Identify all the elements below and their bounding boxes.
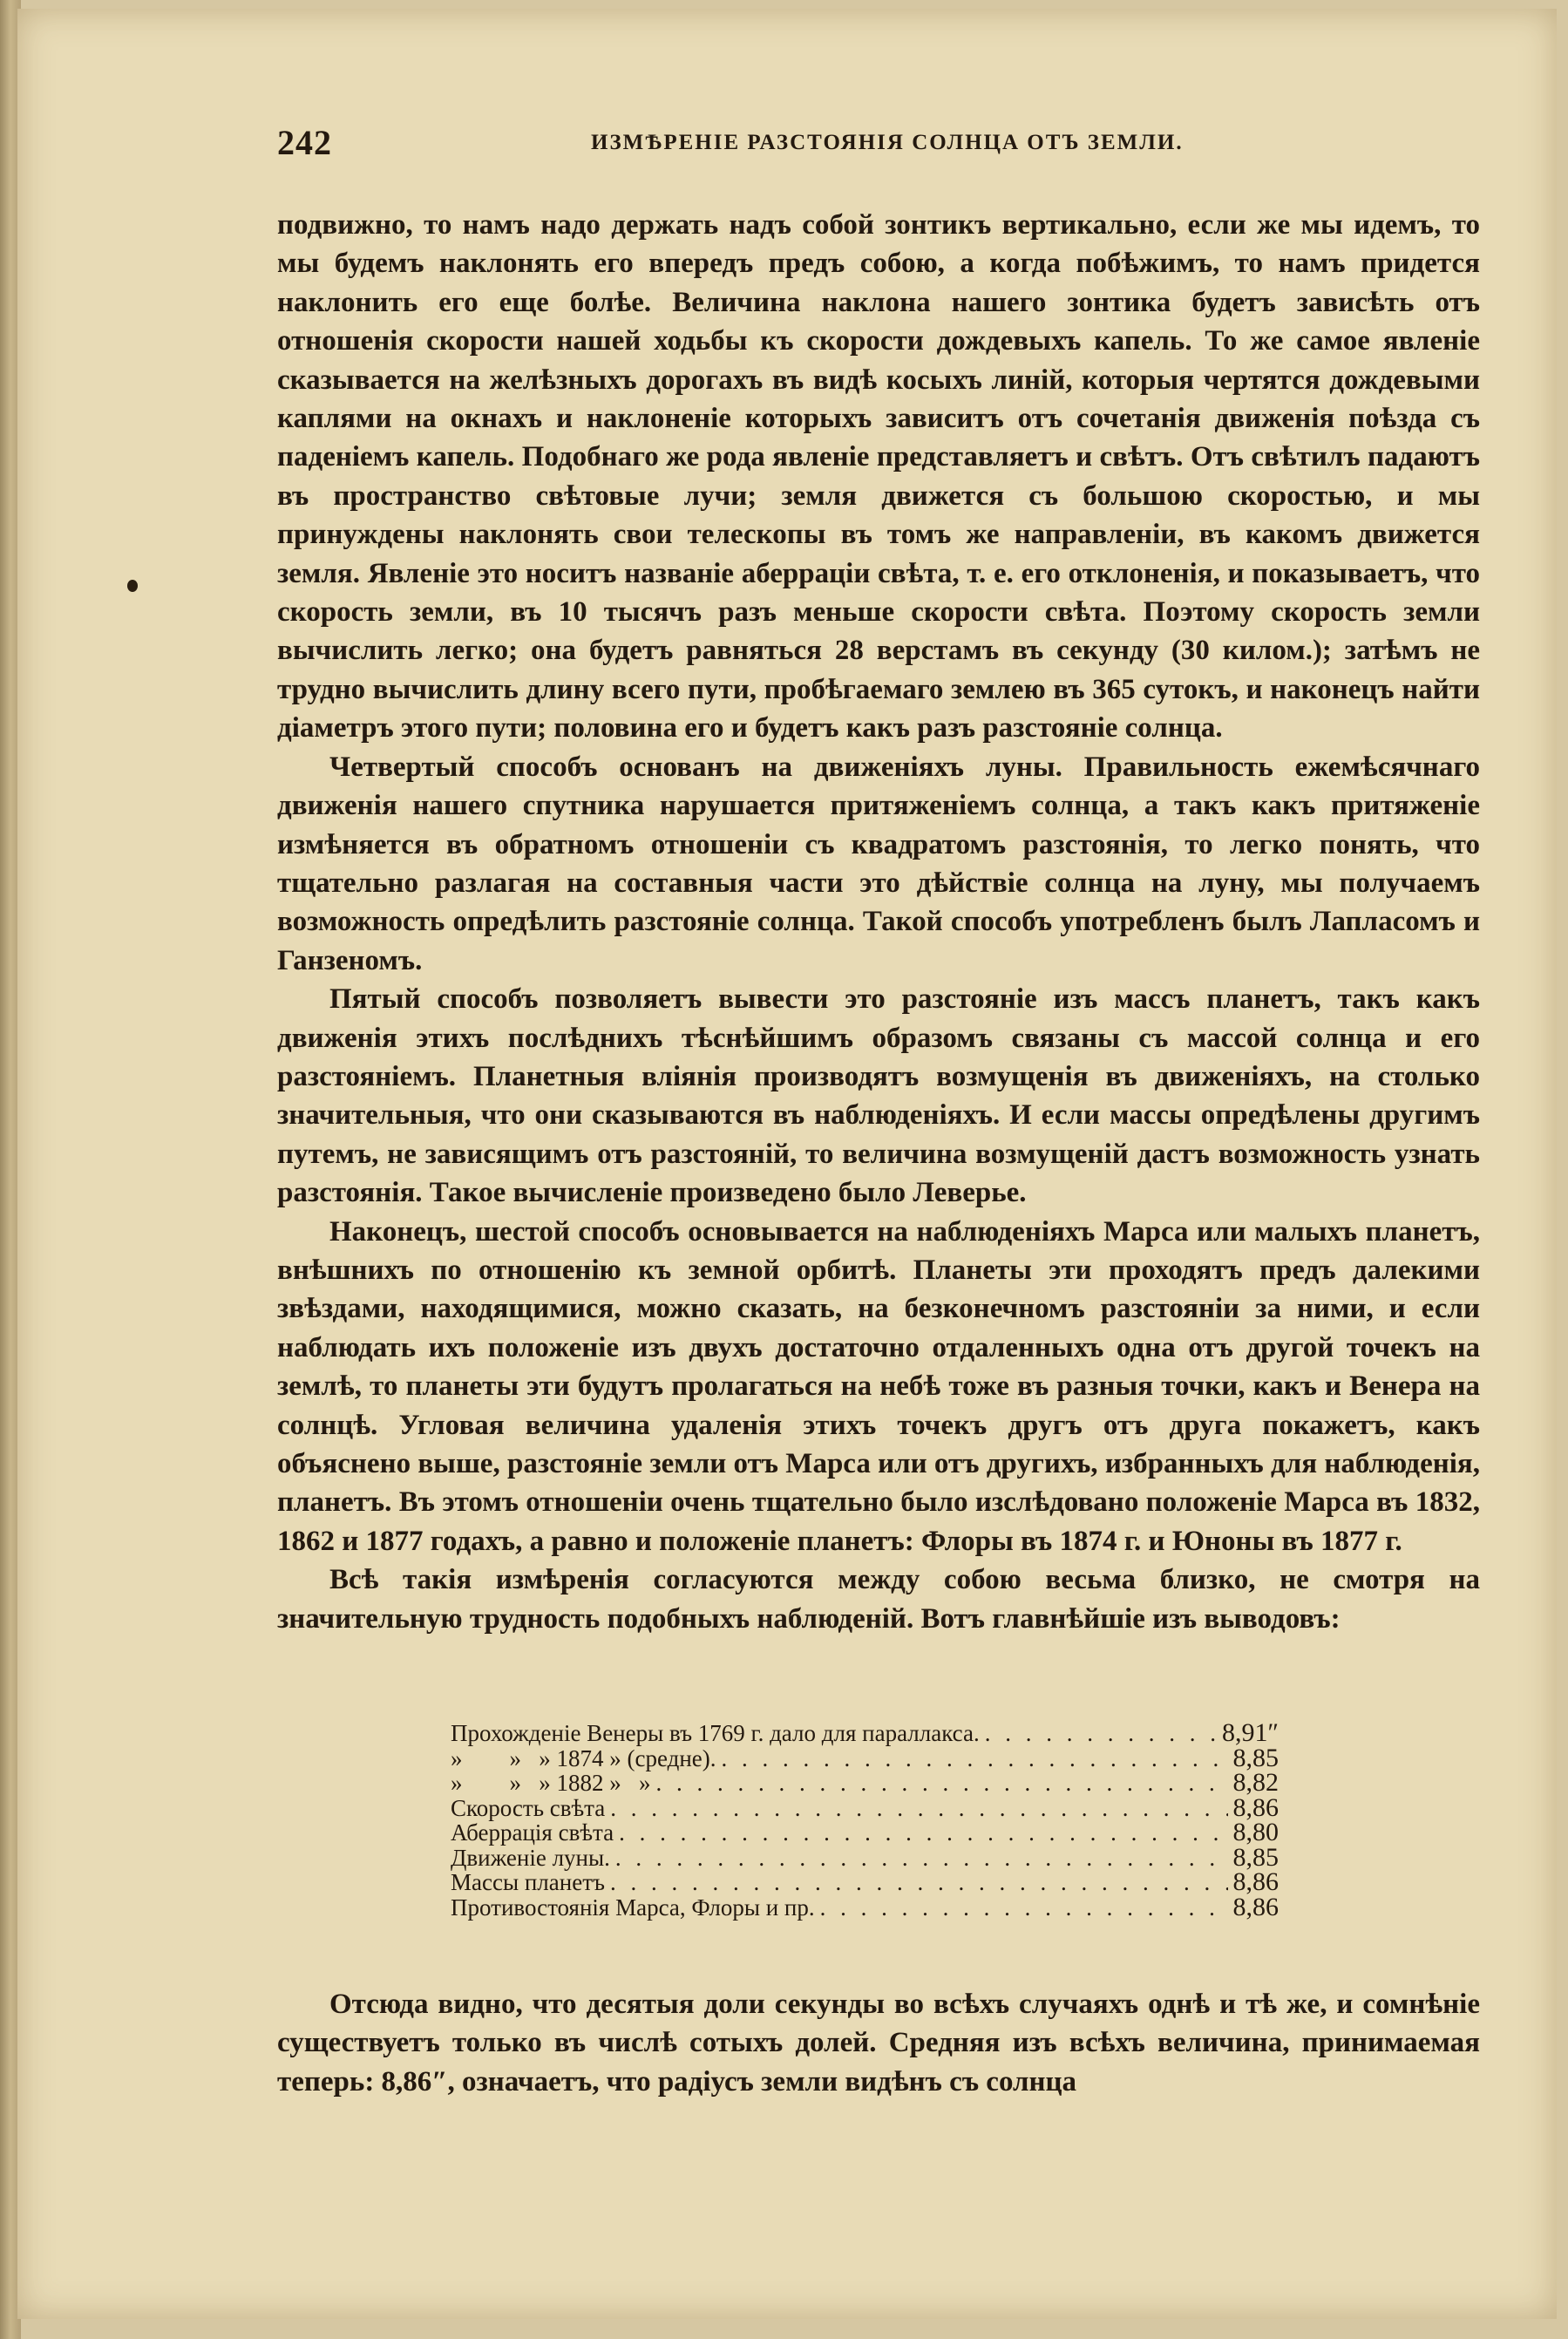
leader-dots	[610, 1871, 1228, 1895]
ink-dot	[127, 580, 138, 592]
paragraph-fourth-method: Четвертый способъ основанъ на движеніяхъ луны. Правильность ежемѣсячнаго движенія нашего спутника нарушается притяженіемъ солнца, а такъ какъ притяженіе измѣняется въ обратномъ отношеніи съ квадратомъ разстоянія, то легко понять, что тщательно разлагая на составныя части это дѣйствіе солнца на луну, мы получаемъ возможность опредѣлить разстояніе солнца. Такой способъ употребленъ былъ Лапласомъ и Ганзеномъ.	[277, 751, 1480, 976]
row-label: Массы планетъ	[451, 1869, 605, 1895]
paragraph-closing: Отсюда видно, что десятыя доли секунды во всѣхъ случаяхъ однѣ и тѣ же, и сомнѣніе существуетъ только въ числѣ сотыхъ долей. Средняя изъ всѣхъ величина, принимаемая теперь: 8,86″, означаетъ, что радіусъ земли видѣнъ съ солнца	[277, 1989, 1480, 2098]
table-row	[451, 1820, 1279, 1846]
row-value: 8,80	[1232, 1818, 1279, 1846]
table-row	[451, 1867, 1279, 1896]
running-title: ИЗМѢРЕНІЕ РАЗСТОЯНІЯ СОЛНЦА ОТЪ ЗЕМЛИ.	[591, 131, 1184, 154]
paragraph-sixth-method: Наконецъ, шестой способъ основывается на наблюденіяхъ Марса или малыхъ планетъ, внѣшнихъ по отношенію къ земной орбитѣ. Планеты эти проходятъ предъ далекими звѣздами, находящимися, можно сказать, на безконечномъ разстояніи за ними, и если наблюдать ихъ положеніе изъ двухъ достаточно отдаленныхъ одна отъ другой точекъ на землѣ, то планеты эти будутъ пролагаться на небѣ тоже въ разныя точки, какъ и Венера на солнцѣ. Угловая величина удаленія этихъ точекъ другъ отъ друга покажетъ, какъ объяснено выше, разстояніе земли отъ Марса или отъ другихъ, избранныхъ для наблюденія, планетъ. Въ этомъ отношеніи очень тщательно было изслѣдовано положеніе Марса въ 1832, 1862 и 1877 годахъ, а равно и положеніе планетъ: Флоры въ 1874 г. и Юноны въ 1877 г.	[277, 1215, 1480, 1557]
row-label: Скорость свѣта	[451, 1794, 606, 1821]
leader-dots	[615, 1846, 1228, 1871]
page-header	[277, 122, 1480, 166]
paragraph-fifth-method: Пятый способъ позволяетъ вывести это разстояніе изъ массъ планетъ, такъ какъ движенія этихъ послѣднихъ тѣснѣйшимъ образомъ связаны съ массой солнца и его разстояніемъ. Планетныя вліянія производятъ возмущенія въ движеніяхъ, на столько значительныя, что они сказываются въ наблюденіяхъ. И если массы опредѣлены другимъ путемъ, не зависящимъ отъ разстояній, то величина возмущеній дастъ возможность узнать разстоянія. Такое вычисленіе произведено было Леверье.	[277, 983, 1480, 1209]
table-row	[451, 1768, 1279, 1797]
row-label: Аберрація свѣта	[451, 1819, 614, 1846]
leader-dots	[656, 1771, 1228, 1796]
row-value: 8,86	[1232, 1867, 1279, 1896]
row-value: 8,86	[1232, 1792, 1279, 1822]
row-label: Прохожденіе Венеры въ 1769 г. дало для параллакса.	[451, 1720, 980, 1746]
leader-dots	[820, 1896, 1228, 1921]
row-value: 8,85	[1232, 1842, 1279, 1872]
row-label: Движеніе луны.	[451, 1844, 610, 1871]
leader-dots	[722, 1747, 1228, 1771]
leader-dots	[985, 1722, 1217, 1746]
row-value: 8,85	[1232, 1743, 1279, 1772]
parallax-results-table	[451, 1718, 1279, 1921]
body-text	[277, 206, 1480, 1638]
row-label: » » » 1874 » (средне).	[451, 1744, 716, 1771]
leader-dots	[610, 1797, 1227, 1821]
table-row	[451, 1842, 1279, 1872]
table-row	[451, 1792, 1279, 1822]
row-value: 8,91″	[1222, 1718, 1279, 1747]
table-row	[451, 1892, 1279, 1921]
page-number: 242	[277, 123, 332, 162]
row-label: » » » 1882 » »	[451, 1770, 651, 1796]
row-label: Противостоянія Марса, Флоры и пр.	[451, 1894, 815, 1921]
row-value: 8,82	[1232, 1768, 1279, 1797]
leader-dots	[619, 1821, 1227, 1846]
paragraph-continuation: подвижно, то намъ надо держать надъ собой зонтикъ вертикально, если же мы идемъ, то мы будемъ наклонять его впередъ предъ собою, а когда побѣжимъ, то намъ придется наклонить его еще болѣе. Величина наклона нашего зонтика будетъ зависѣть отъ отношенія скорости нашей ходьбы къ скорости дождевыхъ капель. То же самое явленіе сказывается на желѣзныхъ дорогахъ въ видѣ косыхъ линій, которыя чертятся дождевыми каплями на окнахъ и наклоненіе которыхъ зависитъ отъ сочетанія движенія поѣзда съ паденіемъ капель. Подобнаго же рода явленіе представляетъ и свѣтъ. Отъ свѣтилъ падаютъ въ пространство свѣтовые лучи; земля движется съ большою скоростью, и мы принуждены наклонять свои телескопы въ томъ же направленіи, въ какомъ движется земля. Явленіе это носитъ названіе аберраціи свѣта, т. е. его отклоненія, и показываетъ, что скорость земли, въ 10 тысячъ разъ меньше скорости свѣта. Поэтому скорость земли вычислить легко; она будетъ равняться 28 верстамъ въ секунду (30 килом.); затѣмъ не трудно вычислить длину всего пути, пробѣгаемаго землею въ 365 сутокъ, и наконецъ найти діаметръ этого пути; половина его и будетъ какъ разъ разстояніе солнца.	[277, 209, 1480, 745]
row-value: 8,86	[1232, 1892, 1279, 1921]
table-row	[451, 1718, 1279, 1747]
table-row	[451, 1743, 1279, 1772]
closing-text	[277, 1985, 1480, 2101]
paragraph-summary-intro: Всѣ такія измѣренія согласуются между собою весьма близко, не смотря на значительную трудность подобныхъ наблюденій. Вотъ главнѣйшіе изъ выводовъ:	[277, 1564, 1480, 1635]
